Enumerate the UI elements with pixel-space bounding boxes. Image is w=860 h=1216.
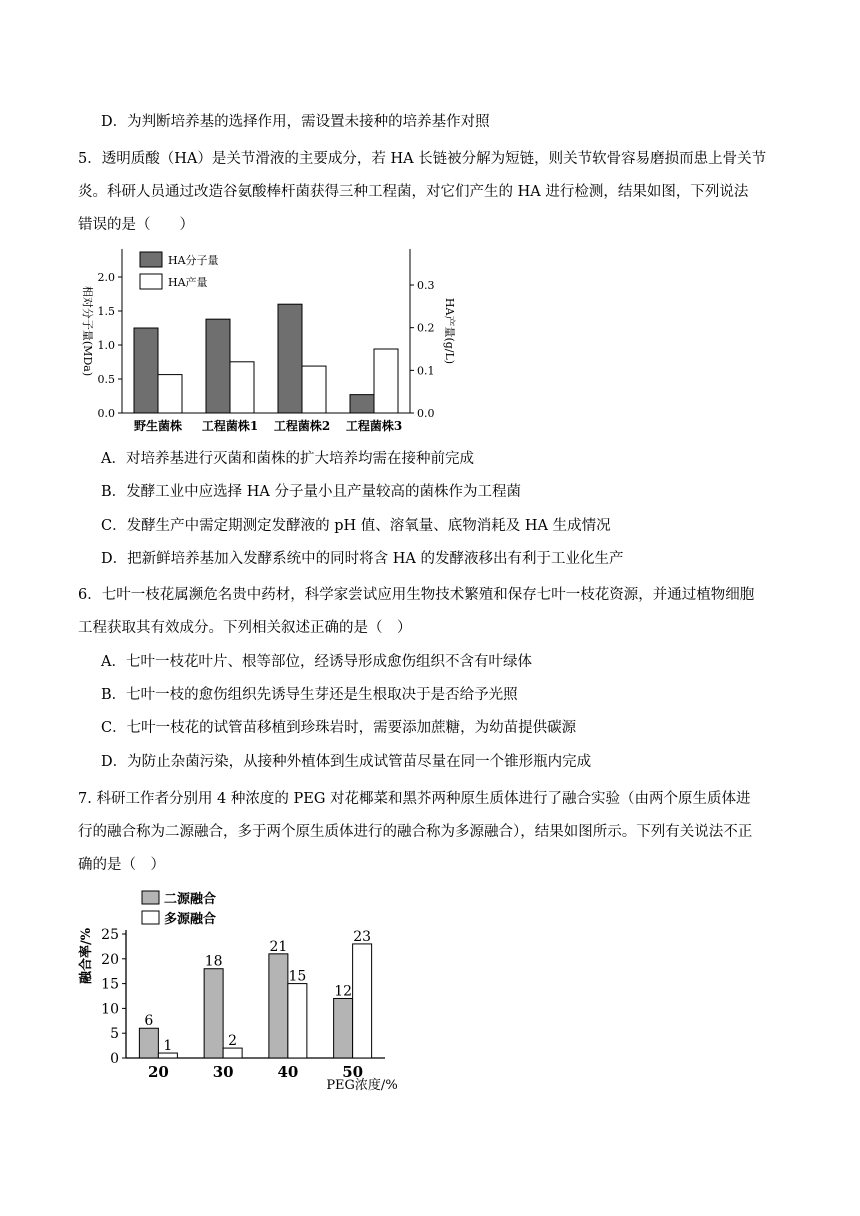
q7-stem-line-1: 7. 科研工作者分别用 4 种浓度的 PEG 对花椰菜和黑芥两种原生质体进行了融合实验（由两个原生质体进: [78, 791, 751, 807]
q6-option-c: C．七叶一枝花的试管苗移植到珍珠岩时，需要添加蔗糖，为幼苗提供碳源: [101, 720, 577, 736]
q6-stem-line-2: 工程获取其有效成分。下列相关叙述正确的是（ ）: [78, 620, 412, 636]
q5-option-c: C．发酵生产中需定期测定发酵液的 pH 值、溶氧量、底物消耗及 HA 生成情况: [101, 518, 611, 534]
x-axis-title: PEG浓度/%: [326, 1078, 398, 1093]
bar-ha-yield: [302, 366, 326, 413]
category-label: 50: [342, 1063, 364, 1081]
left-tick-label: 1.0: [97, 339, 115, 352]
category-label: 40: [277, 1063, 299, 1081]
right-axis-title: HA产量(g/L): [443, 297, 456, 365]
legend-swatch-multi-source: [142, 911, 159, 924]
legend-label: 二源融合: [164, 892, 217, 907]
y-tick-label: 25: [101, 927, 119, 943]
bar-two-source-fusion: [334, 998, 353, 1058]
legend-swatch-two-source: [142, 891, 159, 904]
y-tick-label: 20: [101, 951, 119, 968]
data-label: 21: [269, 938, 288, 955]
ha-chart: [70, 243, 470, 438]
bar-ha-yield: [158, 375, 182, 413]
q4-option-d: D．为判断培养基的选择作用，需设置未接种的培养基作对照: [101, 114, 490, 130]
bar-multi-source-fusion: [223, 1048, 242, 1058]
right-tick-label: 0.0: [417, 407, 435, 420]
data-label: 6: [144, 1013, 154, 1030]
category-label: 工程菌株3: [345, 419, 403, 433]
q7-stem-line-3: 确的是（ ）: [78, 857, 165, 873]
legend-swatch-molecular-weight: [140, 252, 162, 267]
q5-option-d: D．把新鲜培养基加入发酵系统中的同时将含 HA 的发酵液移出有利于工业化生产: [101, 551, 624, 567]
bar-ha-molecular-weight: [134, 328, 158, 413]
bar-two-source-fusion: [139, 1028, 158, 1058]
right-tick-label: 0.3: [417, 279, 435, 292]
q6-option-b: B．七叶一枝的愈伤组织先诱导生芽还是生根取决于是否给予光照: [101, 687, 518, 703]
left-axis-title: 相对分子量(MDa): [81, 285, 94, 377]
right-tick-label: 0.1: [417, 364, 435, 378]
bar-two-source-fusion: [269, 954, 288, 1058]
legend-swatch-yield: [140, 274, 162, 289]
y-tick-label: 5: [110, 1026, 119, 1043]
data-label: 23: [353, 928, 372, 945]
category-label: 工程菌株1: [201, 419, 259, 433]
q5-option-b: B．发酵工业中应选择 HA 分子量小且产量较高的菌株作为工程菌: [101, 484, 521, 500]
q5-stem-line-3: 错误的是（ ）: [78, 217, 194, 233]
q7-stem-line-2: 行的融合称为二源融合，多于两个原生质体进行的融合称为多源融合），结果如图所示。下列有关说法不正: [78, 824, 753, 840]
q6-option-d: D．为防止杂菌污染，从接种外植体到生成试管苗尽量在同一个锥形瓶内完成: [101, 754, 592, 770]
left-tick-label: 2.0: [97, 271, 115, 284]
bar-ha-yield: [230, 362, 254, 413]
data-label: 2: [228, 1033, 238, 1050]
bar-ha-molecular-weight: [350, 395, 374, 413]
data-label: 18: [204, 953, 223, 970]
q5-stem-line-2: 炎。科研人员通过改造谷氨酸棒杆菌获得三种工程菌，对它们产生的 HA 进行检测，结果如图，下列说法: [78, 184, 749, 200]
q6-option-a: A．七叶一枝花叶片、根等部位，经诱导形成愈伤组织不含有叶绿体: [101, 654, 532, 670]
y-tick-label: 15: [101, 976, 119, 993]
data-label: 1: [163, 1038, 173, 1055]
y-tick-label: 10: [101, 1001, 119, 1018]
bar-ha-molecular-weight: [206, 319, 230, 413]
category-label: 野生菌株: [133, 419, 183, 433]
legend-label: 多源融合: [164, 912, 217, 927]
data-label: 15: [288, 968, 307, 985]
right-tick-label: 0.2: [417, 321, 435, 335]
y-axis-title: 融合率/%: [79, 927, 94, 985]
left-tick-label: 0.0: [97, 407, 115, 420]
bar-multi-source-fusion: [353, 944, 372, 1058]
category-label: 工程菌株2: [273, 419, 331, 433]
category-label: 20: [147, 1063, 169, 1081]
legend-label: HA产量: [168, 276, 208, 289]
bar-ha-yield: [374, 349, 398, 413]
bar-multi-source-fusion: [288, 984, 307, 1058]
peg-chart: [70, 884, 410, 1094]
bar-two-source-fusion: [204, 969, 223, 1058]
legend-label: HA分子量: [168, 254, 219, 267]
left-tick-label: 1.5: [97, 305, 115, 318]
left-tick-label: 0.5: [97, 373, 115, 386]
q6-stem-line-1: 6．七叶一枝花属濒危名贵中药材，科学家尝试应用生物技术繁殖和保存七叶一枝花资源，并通过植物细胞: [78, 587, 755, 603]
q5-stem-line-1: 5．透明质酸（HA）是关节滑液的主要成分，若 HA 长链被分解为短链，则关节软骨容易磨损而患上骨关节: [78, 151, 767, 167]
q5-option-a: A．对培养基进行灭菌和菌株的扩大培养均需在接种前完成: [101, 451, 474, 467]
y-tick-label: 0: [110, 1051, 119, 1067]
data-label: 12: [334, 983, 353, 1000]
bar-ha-molecular-weight: [278, 304, 302, 413]
category-label: 30: [212, 1063, 234, 1081]
